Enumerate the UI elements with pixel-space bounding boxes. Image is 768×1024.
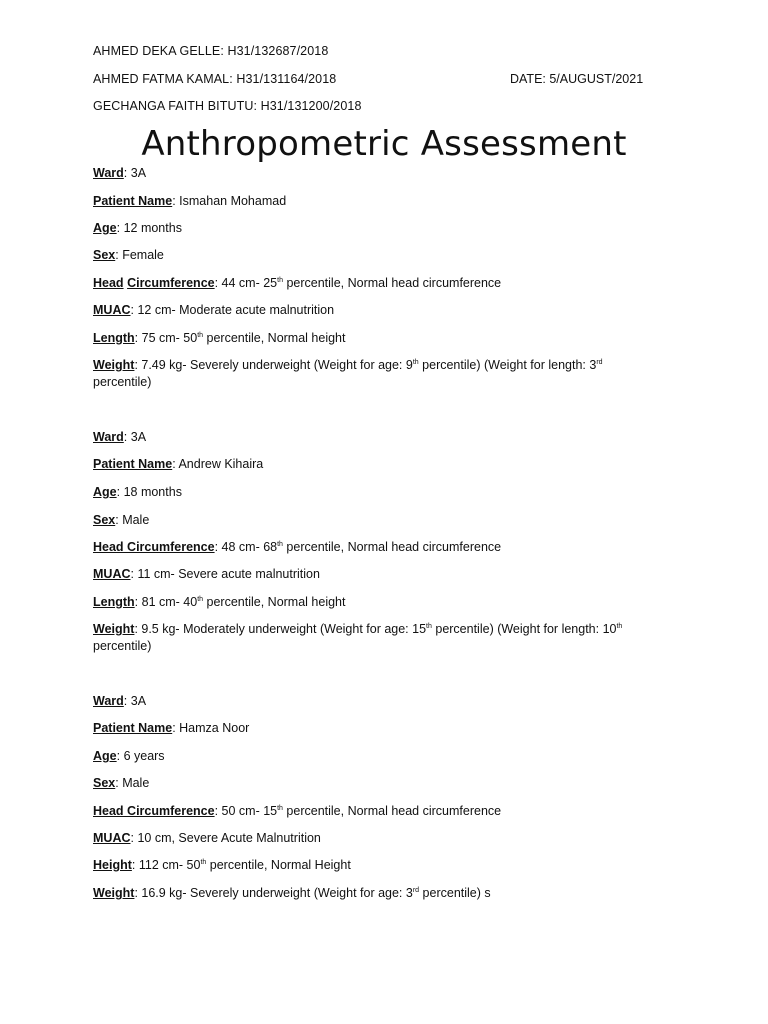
- age-value: : 18 months: [116, 485, 182, 499]
- ward-label: Ward: [93, 430, 124, 444]
- sex-line: [93, 512, 673, 529]
- patient-name-label: Patient Name: [93, 457, 173, 471]
- weight-note: percentile) s: [419, 886, 491, 900]
- ordinal-suffix: rd: [412, 887, 420, 894]
- muac-line: [93, 302, 673, 319]
- student-line-3: GECHANGA FAITH BITUTU: H31/131200/2018: [93, 99, 362, 113]
- weight-line: [93, 621, 673, 655]
- weight-note: percentile) (Weight for length: 3: [418, 358, 597, 372]
- height-note: percentile, Normal Height: [206, 858, 351, 872]
- ward-line: [93, 693, 673, 710]
- muac-value: : 12 cm- Moderate acute malnutrition: [130, 303, 335, 317]
- ordinal-suffix: th: [200, 859, 207, 866]
- weight-value: : 9.5 kg- Moderately underweight (Weight for age: 15: [134, 622, 427, 636]
- head-circumference-line: [93, 275, 673, 292]
- head-circumference-label: Head Circumference: [93, 804, 215, 818]
- length-line: [93, 594, 673, 611]
- muac-line: [93, 830, 673, 847]
- document-title: Anthropometric Assessment: [141, 124, 627, 164]
- ward-value: : 3A: [123, 430, 147, 444]
- ward-label: Ward: [93, 166, 124, 180]
- ordinal-suffix: th: [277, 277, 283, 284]
- sex-value: : Male: [115, 776, 150, 790]
- age-label: Age: [93, 749, 117, 763]
- weight-note-end: percentile): [93, 639, 152, 653]
- height-value: : 112 cm- 50: [131, 858, 201, 872]
- weight-label: Weight: [93, 358, 135, 372]
- patient-name-value: : Andrew Kihaira: [172, 457, 264, 471]
- patient-name-value: : Ismahan Mohamad: [172, 194, 287, 208]
- age-value: : 6 years: [116, 749, 165, 763]
- age-value: : 12 months: [116, 221, 182, 235]
- patient-name-label: Patient Name: [93, 721, 173, 735]
- length-label: Length: [93, 595, 135, 609]
- head-circumference-note: percentile, Normal head circumference: [282, 276, 502, 290]
- sex-label: Sex: [93, 248, 116, 262]
- ordinal-suffix: th: [412, 359, 419, 366]
- sex-label: Sex: [93, 513, 116, 527]
- patient-name-line: [93, 193, 673, 210]
- head-circumference-label: Head Circumference: [93, 540, 215, 554]
- muac-label: MUAC: [93, 831, 131, 845]
- age-label: Age: [93, 221, 117, 235]
- head-circumference-value: : 50 cm- 15: [214, 804, 278, 818]
- length-line: [93, 330, 673, 347]
- weight-label: Weight: [93, 886, 135, 900]
- age-line: [93, 748, 673, 765]
- sex-value: : Female: [115, 248, 164, 262]
- ordinal-suffix: th: [197, 332, 204, 339]
- sex-line: [93, 247, 673, 264]
- muac-value: : 10 cm, Severe Acute Malnutrition: [130, 831, 321, 845]
- document-date: DATE: 5/AUGUST/2021: [510, 72, 644, 86]
- age-line: [93, 220, 673, 237]
- weight-line: [93, 885, 673, 902]
- ward-line: [93, 429, 673, 446]
- patient-name-line: [93, 456, 673, 473]
- length-value: : 81 cm- 40: [134, 595, 198, 609]
- head-circumference-line: [93, 539, 673, 556]
- weight-label: Weight: [93, 622, 135, 636]
- ordinal-suffix: rd: [596, 359, 603, 366]
- age-line: [93, 484, 673, 501]
- patient-name-value: : Hamza Noor: [172, 721, 250, 735]
- muac-label: MUAC: [93, 303, 131, 317]
- age-label: Age: [93, 485, 117, 499]
- length-label: Length: [93, 331, 135, 345]
- weight-note: percentile) (Weight for length: 10: [431, 622, 617, 636]
- weight-value: : 7.49 kg- Severely underweight (Weight for age: 9: [134, 358, 413, 372]
- weight-line: [93, 357, 673, 391]
- ordinal-suffix: th: [277, 541, 283, 548]
- ward-value: : 3A: [123, 694, 147, 708]
- length-note: percentile, Normal height: [203, 331, 346, 345]
- circumference-label: Circumference: [127, 276, 215, 290]
- ordinal-suffix: th: [277, 805, 283, 812]
- head-label: Head: [93, 276, 124, 290]
- student-line-2: AHMED FATMA KAMAL: H31/131164/2018: [93, 72, 337, 86]
- sex-value: : Male: [115, 513, 150, 527]
- ordinal-suffix: th: [616, 623, 623, 630]
- sex-label: Sex: [93, 776, 116, 790]
- ward-line: [93, 165, 673, 182]
- ward-label: Ward: [93, 694, 124, 708]
- sex-line: [93, 775, 673, 792]
- ordinal-suffix: th: [426, 623, 432, 630]
- ordinal-suffix: th: [197, 596, 204, 603]
- muac-line: [93, 566, 673, 583]
- patient-name-label: Patient Name: [93, 194, 173, 208]
- head-circumference-value: : 44 cm- 25: [214, 276, 278, 290]
- length-value: : 75 cm- 50: [134, 331, 198, 345]
- height-line: [93, 857, 673, 874]
- weight-note-end: percentile): [93, 375, 152, 389]
- muac-label: MUAC: [93, 567, 131, 581]
- head-circumference-value: : 48 cm- 68: [214, 540, 278, 554]
- student-line-1: AHMED DEKA GELLE: H31/132687/2018: [93, 44, 329, 58]
- muac-value: : 11 cm- Severe acute malnutrition: [130, 567, 320, 581]
- weight-value: : 16.9 kg- Severely underweight (Weight for age: 3: [134, 886, 413, 900]
- head-circumference-line: [93, 803, 673, 820]
- length-note: percentile, Normal height: [203, 595, 346, 609]
- ward-value: : 3A: [123, 166, 147, 180]
- head-circumference-note: percentile, Normal head circumference: [282, 804, 502, 818]
- height-label: Height: [93, 858, 132, 872]
- patient-name-line: [93, 720, 673, 737]
- head-circumference-note: percentile, Normal head circumference: [282, 540, 502, 554]
